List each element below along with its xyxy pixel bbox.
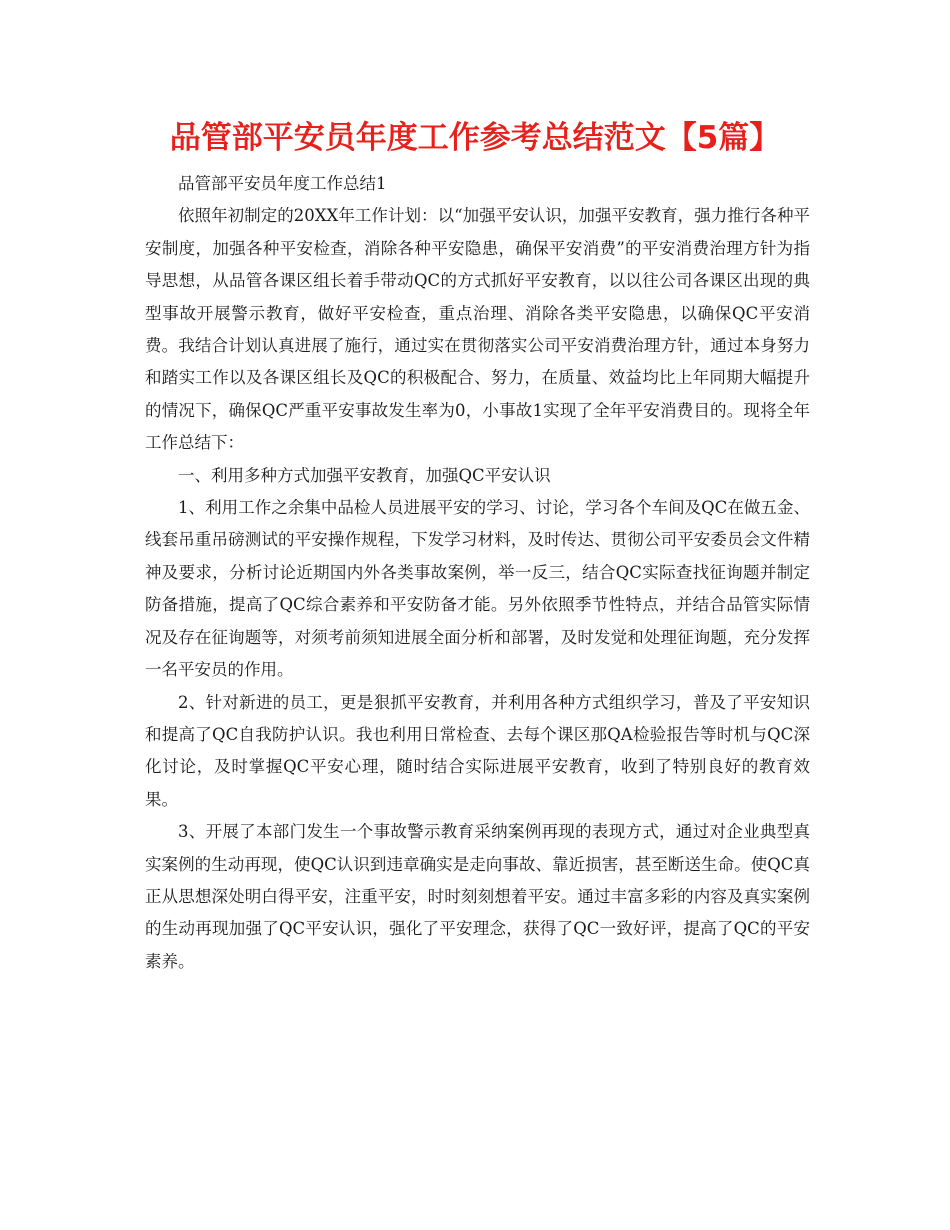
paragraph-intro: 依照年初制定的20XX年工作计划：以“加强平安认识，加强平安教育，强力推行各种平安制度，加强各种平安检查，消除各种平安隐患，确保平安消费”的平安消费治理方针为指导思想，从品管各课区组长着手带动QC的方式抓好平安教育，以以往公司各课区出现的典型事故开展警示教育，做好平安检查，重点治理、消除各类平安隐患，以确保QC平安消费。我结合计划认真进展了施行，通过实在贯彻落实公司平安消费治理方针，通过本身努力和踏实工作以及各课区组长及QC的积极配合、努力，在质量、效益均比上年同期大幅提升的情况下，确保QC严重平安事故发生率为0，小事故1实现了全年平安消费目的。现将全年工作总结下：	[145, 206, 810, 453]
subsection-heading: 一、利用多种方式加强平安教育，加强QC平安认识	[178, 465, 551, 485]
document-body	[145, 168, 810, 978]
paragraph-item-1: 1、利用工作之余集中品检人员进展平安的学习、讨论，学习各个车间及QC在做五金、线套吊重吊磅测试的平安操作规程，下发学习材料，及时传达、贯彻公司平安委员会文件精神及要求，分析讨论近期国内外各类事故案例，举一反三，结合QC实际查找征询题并制定防备措施，提高了QC综合素养和平安防备才能。另外依照季节性特点，并结合品管实际情况及存在征询题等，对须考前须知进展全面分析和部署，及时发觉和处理征询题，充分发挥一名平安员的作用。	[145, 498, 810, 680]
document-title: 品管部平安员年度工作参考总结范文【5篇】	[169, 120, 781, 156]
section-heading: 品管部平安员年度工作总结1	[178, 174, 387, 193]
paragraph-item-2: 2、针对新进的员工，更是狠抓平安教育，并利用各种方式组织学习，普及了平安知识和提高了QC自我防护认识。我也利用日常检查、去每个课区那QA检验报告等时机与QC深化讨论，及时掌握QC平安心理，随时结合实际进展平安教育，收到了特别良好的教育效果。	[145, 692, 810, 809]
paragraph-item-3: 3、开展了本部门发生一个事故警示教育采纳案例再现的表现方式，通过对企业典型真实案例的生动再现，使QC认识到违章确实是走向事故、靠近损害，甚至断送生命。使QC真正从思想深处明白得平安，注重平安，时时刻刻想着平安。通过丰富多彩的内容及真实案例的生动再现加强了QC平安认识，强化了平安理念，获得了QC一致好评，提高了QC的平安素养。	[145, 822, 810, 971]
